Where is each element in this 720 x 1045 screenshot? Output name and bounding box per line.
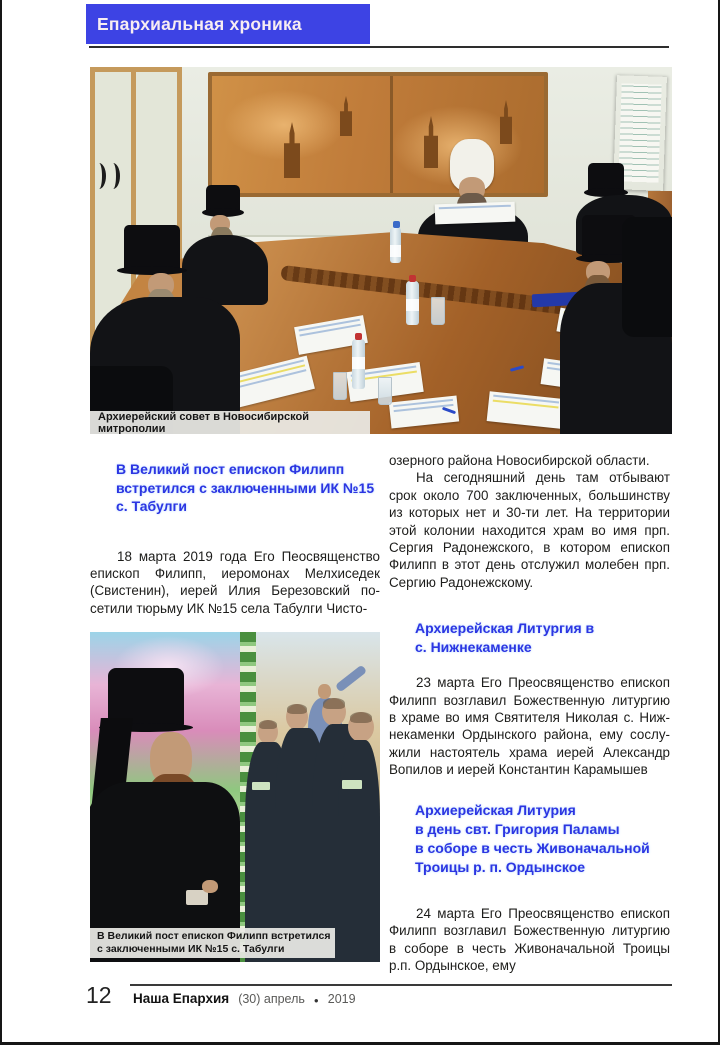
article3-heading — [389, 801, 670, 877]
article3-heading-line: Троицы р. п. Ордынское — [415, 858, 586, 875]
prisoner-head — [322, 698, 346, 726]
photo2-caption-line: с заключенными ИК №15 с. Табулги — [97, 943, 285, 955]
monk-klobuk — [588, 163, 624, 193]
right-column — [389, 452, 670, 974]
photo-decor-water-bottle — [406, 281, 419, 325]
bishop-hand — [202, 880, 218, 893]
article1-heading-line: с. Табулги — [116, 498, 187, 514]
issue-label: (30) апрель — [238, 992, 305, 1006]
article2-heading-line: с. Нижнекаменке — [415, 639, 532, 656]
photo-decor-water-bottle — [352, 339, 365, 389]
photo1-caption — [90, 411, 370, 434]
article3-paragraph: 24 марта Его Преосвященство епископ Филипп возглавил Божественную литургию в соборе в честь Живоначальной Троицы р.п. Ордынское, ему — [389, 905, 670, 973]
photo-decor-glass — [333, 372, 347, 400]
prisoner-body — [338, 740, 380, 962]
photo-decor-glass — [431, 297, 445, 325]
photo2-caption-line: В Великий пост епископ Филипп встретился — [97, 929, 331, 942]
photo-bishops-council — [90, 67, 672, 434]
photo-prison-visit — [90, 632, 380, 962]
left-column — [90, 460, 380, 617]
photo-decor-mural-head — [318, 684, 331, 699]
article1-heading-line: встретился с заключенными ИК №15 — [116, 479, 375, 496]
header-divider — [89, 46, 669, 48]
photo2-caption — [90, 928, 335, 958]
article2-heading — [389, 619, 670, 657]
article1-heading-line: В Великий пост епископ Филипп — [116, 461, 345, 477]
photo-decor-carved-panel — [208, 72, 548, 197]
magazine-title: Наша Епархия — [133, 991, 230, 1006]
article1-paragraph-continued: озерного района Новосибирской области. — [389, 453, 650, 468]
article3-heading-line: Архиерейская Литурия — [415, 801, 576, 818]
prisoner-badge — [342, 780, 362, 789]
article2-paragraph: 23 марта Его Преосвященство епископ Филипп возглавил Божественную литургию в храме во имя Святителя Николая с. Нижнекаменки Ордынского района, ему сослужили настоятель храма иерей Александр Вопилов и иерей Константин Карамышев — [389, 675, 670, 778]
article1-paragraph: 18 марта 2019 года Его Пеосвященство епископ Филипп, иеромонах Мелхиседек (Свистенин), иерей Илия Березовский посетили тюрьму ИК №15 села Табулги Чисто- — [90, 548, 380, 616]
photo-decor-chair — [622, 217, 672, 337]
year-label: 2019 — [327, 992, 356, 1006]
prisoner-badge — [252, 782, 270, 790]
photo-decor-handle — [106, 163, 120, 189]
article1-paragraph2: На сегодняшний день там отбывают срок около 700 заключенных, большинству из которых нет и 30-ти лет. На территории этой колонии находится храм во имя прп. Сергия Радонежского, в котором епископ Филипп в этот день отслужил молебен прп. Сергию Радонежскому. — [389, 470, 670, 590]
article2-heading-line: Архиерейская Литургия в — [415, 620, 595, 637]
bullet-separator: ● — [313, 996, 319, 1005]
photo-decor-water-bottle — [390, 227, 401, 263]
article3-heading-line: в день свт. Григория Паламы — [415, 820, 620, 837]
footer-info — [133, 991, 356, 1006]
page-number: 12 — [86, 982, 112, 1008]
photo-decor-paper — [435, 202, 516, 225]
monk-klobuk — [124, 225, 180, 271]
prisoner-head — [348, 712, 374, 742]
article1-heading — [90, 460, 380, 516]
prisoner-head — [258, 720, 278, 744]
section-header-bar — [86, 4, 370, 44]
article3-heading-line: в соборе в честь Живоначальной — [415, 839, 650, 856]
photo-decor-glass — [378, 377, 392, 405]
section-title: Епархиальная хроника — [97, 13, 302, 34]
photo-decor-handle — [92, 163, 106, 189]
monk-klobuk — [206, 185, 240, 213]
photo1-caption-text: Архиерейский совет в Новосибирской митрополии — [98, 410, 309, 434]
footer-divider — [130, 984, 672, 986]
monk-body — [182, 235, 268, 305]
prisoner-head — [286, 704, 308, 730]
